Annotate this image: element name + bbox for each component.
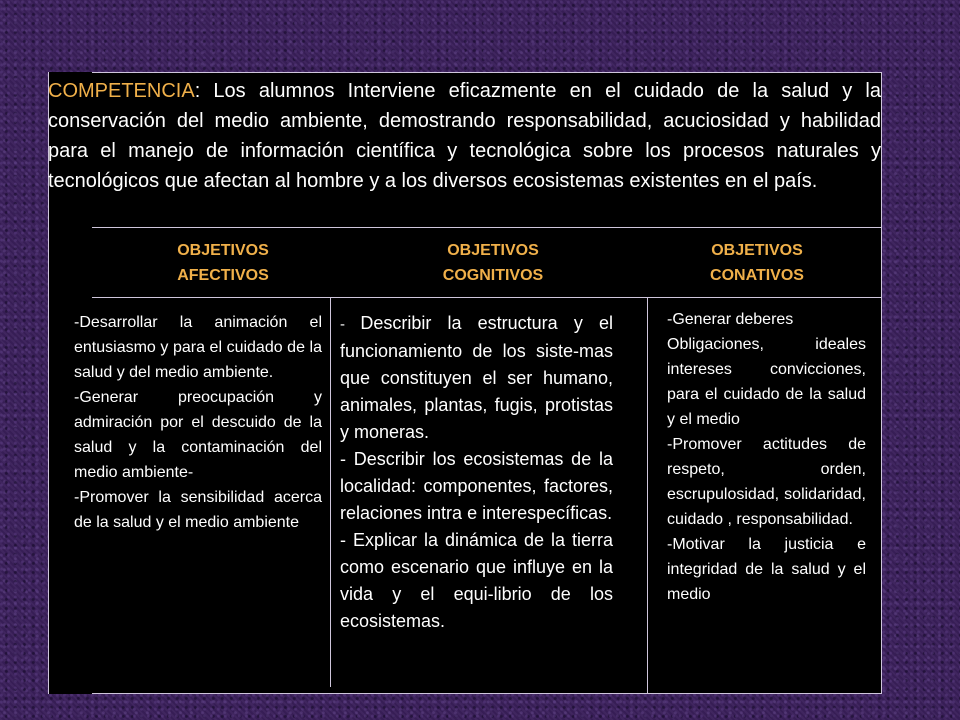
rule-col-divider-2: [647, 297, 648, 693]
rule-bottom: [92, 693, 882, 694]
competencia-text: : Los alumnos Interviene eficazmente en el cuidado de la salud y la conservación del medio ambiente, demostrando responsabilidad, acuciosidad y habilidad para el manejo de información científica y tecnológica sobre los procesos naturales y tecnológicos que afectan al hombre y a los diversos ecosistemas existentes en el país.: [48, 80, 881, 192]
cognitivos-item: [340, 310, 613, 446]
heading-cognitivos-line1: OBJETIVOS: [447, 242, 539, 259]
heading-conativos: [644, 238, 870, 288]
afectivos-item: -Desarrollar la animación el entusiasmo y para el cuidado de la salud y del medio ambiente.: [74, 314, 322, 381]
column-conativos: [667, 307, 866, 607]
heading-afectivos: [110, 238, 336, 288]
competencia-paragraph: [48, 76, 881, 196]
rule-col-divider-1: [330, 297, 331, 687]
heading-afectivos-line2: AFECTIVOS: [177, 267, 269, 284]
heading-conativos-line2: CONATIVOS: [710, 267, 804, 284]
column-afectivos: [74, 310, 322, 535]
afectivos-item: -Generar preocupación y admiración por el descuido de la salud y la contaminación del medio ambiente-: [74, 389, 322, 481]
conativos-item: -Motivar la justicia e integridad de la salud y el medio: [667, 536, 866, 603]
cognitivos-lead-dash: -: [340, 316, 361, 333]
conativos-item: Obligaciones, ideales intereses convicciones, para el cuidado de la salud y el medio: [667, 336, 866, 428]
heading-cognitivos-line2: COGNITIVOS: [442, 267, 544, 284]
competencia-keyword: COMPETENCIA: [48, 80, 195, 102]
heading-cognitivos: [380, 238, 606, 288]
rule-top-short: [92, 72, 882, 73]
conativos-item: -Generar deberes: [667, 311, 794, 328]
cognitivos-item: - Describir los ecosistemas de la localidad: componentes, factores, relaciones intra e interespecíficas.: [340, 449, 613, 523]
rule-right: [881, 72, 882, 694]
heading-afectivos-line1: OBJETIVOS: [177, 242, 269, 259]
rule-under-headings: [92, 297, 882, 298]
afectivos-item: -Promover la sensibilidad acerca de la salud y el medio ambiente: [74, 489, 322, 531]
conativos-item: -Promover actitudes de respeto, orden, escrupulosidad, solidaridad, cuidado , responsabilidad.: [667, 436, 866, 528]
cognitivos-item-text: Describir la estructura y el funcionamiento de los siste-mas que constituyen el ser humano, animales, plantas, fugis, protistas y moneras.: [340, 313, 613, 442]
rule-under-competencia: [92, 227, 882, 228]
column-cognitivos: [340, 310, 613, 635]
heading-conativos-line1: OBJETIVOS: [711, 242, 803, 259]
cognitivos-item: - Explicar la dinámica de la tierra como escenario que influye en la vida y el equi-librio de los ecosistemas.: [340, 530, 613, 631]
